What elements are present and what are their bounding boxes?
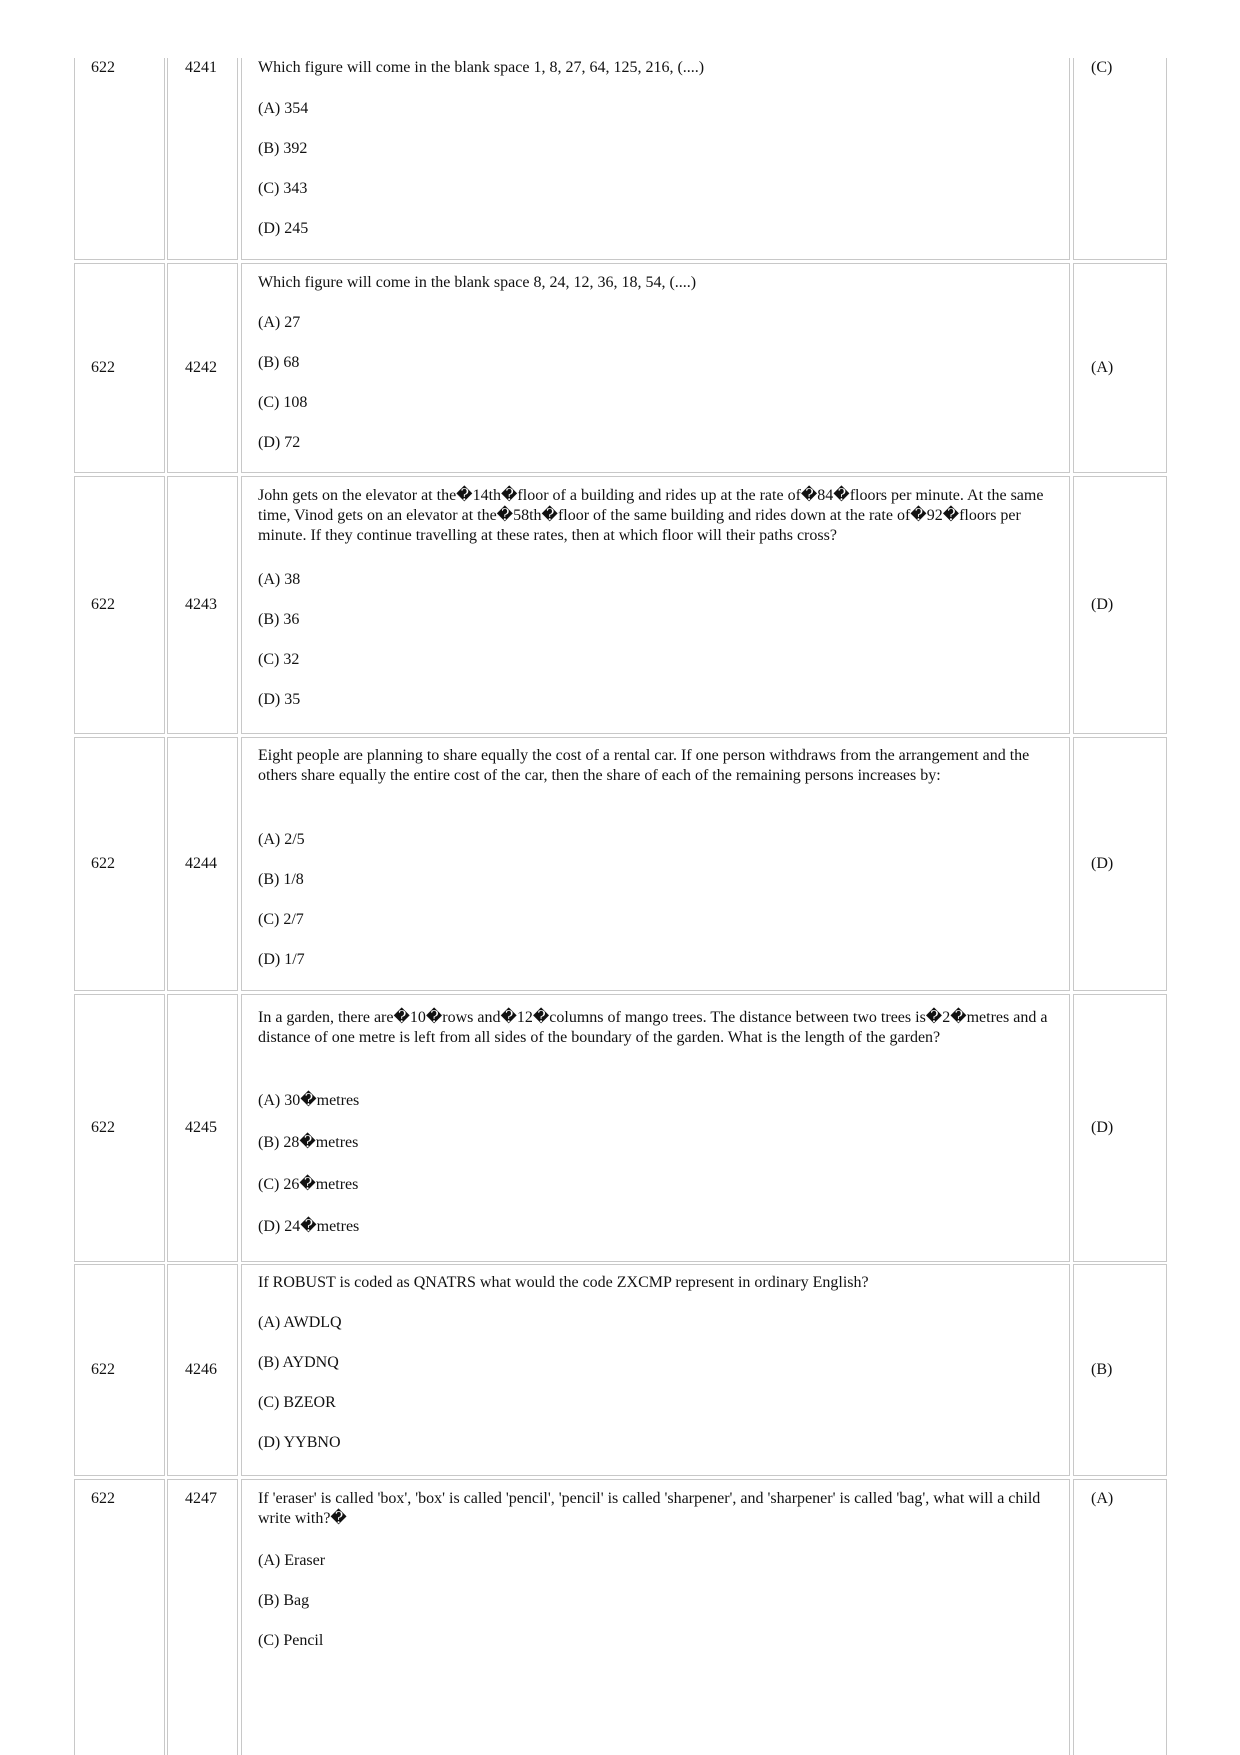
answer-option: (C) 32 — [258, 651, 300, 668]
batch-number: 622 — [91, 596, 115, 613]
answer-option: (D) YYBNO — [258, 1434, 341, 1451]
answer-option: (D) 72 — [258, 434, 301, 451]
answer-option: (C) 2/7 — [258, 911, 304, 928]
answer-option: (A) 30�metres — [258, 1092, 360, 1109]
batch-cell — [74, 263, 165, 473]
answer-key: (B) — [1091, 1361, 1113, 1378]
answer-option: (A) Eraser — [258, 1552, 326, 1569]
answer-option: (A) 354 — [258, 100, 309, 117]
answer-option: (B) 68 — [258, 354, 300, 371]
question-id: 4241 — [185, 59, 217, 76]
batch-cell — [74, 58, 165, 260]
answer-option: (A) 38 — [258, 571, 301, 588]
answer-option: (C) BZEOR — [258, 1394, 336, 1411]
answer-cell — [1073, 58, 1167, 260]
answer-cell — [1073, 994, 1167, 1262]
batch-number: 622 — [91, 1361, 115, 1378]
answer-option: (D) 1/7 — [258, 951, 305, 968]
question-text: Eight people are planning to share equally the cost of a rental car. If one person withdraws from the arrangement and the others share equally the entire cost of the car, then the share of each of the remaining persons increases by: — [258, 747, 1030, 784]
answer-cell — [1073, 737, 1167, 991]
answer-option: (C) 26�metres — [258, 1176, 359, 1193]
batch-cell — [74, 1264, 165, 1476]
batch-number: 622 — [91, 1490, 115, 1507]
question-text: Which figure will come in the blank space 8, 24, 12, 36, 18, 54, (....) — [258, 274, 697, 291]
answer-option: (A) 27 — [258, 314, 301, 331]
question-id: 4243 — [185, 596, 217, 613]
batch-cell — [74, 1479, 165, 1755]
question-cell — [241, 1264, 1070, 1476]
answer-option: (C) Pencil — [258, 1632, 324, 1649]
answer-cell — [1073, 476, 1167, 734]
batch-cell — [74, 476, 165, 734]
answer-option: (C) 108 — [258, 394, 308, 411]
answer-cell — [1073, 1479, 1167, 1755]
answer-option: (B) Bag — [258, 1592, 310, 1609]
answer-key: (D) — [1091, 1119, 1114, 1136]
question-text: In a garden, there are�10�rows and�12�columns of mango trees. The distance between two trees is�2�metres and a distance of one metre is left from all sides of the boundary of the garden. What is the length of the garden? — [258, 1009, 1048, 1046]
batch-cell — [74, 994, 165, 1262]
batch-number: 622 — [91, 59, 115, 76]
answer-key: (D) — [1091, 855, 1114, 872]
answer-option: (B) 28�metres — [258, 1134, 359, 1151]
answer-option: (B) 36 — [258, 611, 300, 628]
answer-key: (D) — [1091, 596, 1114, 613]
question-text: John gets on the elevator at the�14th�floor of a building and rides up at the rate of�84�floors per minute. At the same time, Vinod gets on an elevator at the�58th�floor of the same building and rides down at the rate of�92�floors per minute. If they continue travelling at these rates, then at which floor will their paths cross? — [258, 487, 1044, 544]
answer-key: (A) — [1091, 1490, 1114, 1507]
answer-option: (B) 392 — [258, 140, 308, 157]
batch-number: 622 — [91, 359, 115, 376]
answer-option: (B) AYDNQ — [258, 1354, 339, 1371]
question-cell — [241, 58, 1070, 260]
question-text: If 'eraser' is called 'box', 'box' is called 'pencil', 'pencil' is called 'sharpener', and 'sharpener' is called 'bag', what will a child write with?� — [258, 1490, 1041, 1527]
question-id: 4244 — [185, 855, 217, 872]
answer-key: (C) — [1091, 59, 1113, 76]
question-id: 4242 — [185, 359, 217, 376]
question-text: Which figure will come in the blank space 1, 8, 27, 64, 125, 216, (....) — [258, 59, 705, 76]
question-text: If ROBUST is coded as QNATRS what would the code ZXCMP represent in ordinary English? — [258, 1274, 869, 1291]
answer-option: (C) 343 — [258, 180, 308, 197]
answer-option: (A) AWDLQ — [258, 1314, 342, 1331]
answer-cell — [1073, 263, 1167, 473]
answer-option: (D) 24�metres — [258, 1218, 360, 1235]
id-cell — [167, 1479, 238, 1755]
answer-option: (D) 245 — [258, 220, 309, 237]
question-cell — [241, 263, 1070, 473]
answer-cell — [1073, 1264, 1167, 1476]
batch-number: 622 — [91, 1119, 115, 1136]
answer-option: (D) 35 — [258, 691, 301, 708]
batch-cell — [74, 737, 165, 991]
question-id: 4245 — [185, 1119, 217, 1136]
batch-number: 622 — [91, 855, 115, 872]
answer-key: (A) — [1091, 359, 1114, 376]
id-cell — [167, 58, 238, 260]
answer-option: (B) 1/8 — [258, 871, 304, 888]
answer-option: (A) 2/5 — [258, 831, 305, 848]
question-id: 4246 — [185, 1361, 217, 1378]
question-id: 4247 — [185, 1490, 217, 1507]
